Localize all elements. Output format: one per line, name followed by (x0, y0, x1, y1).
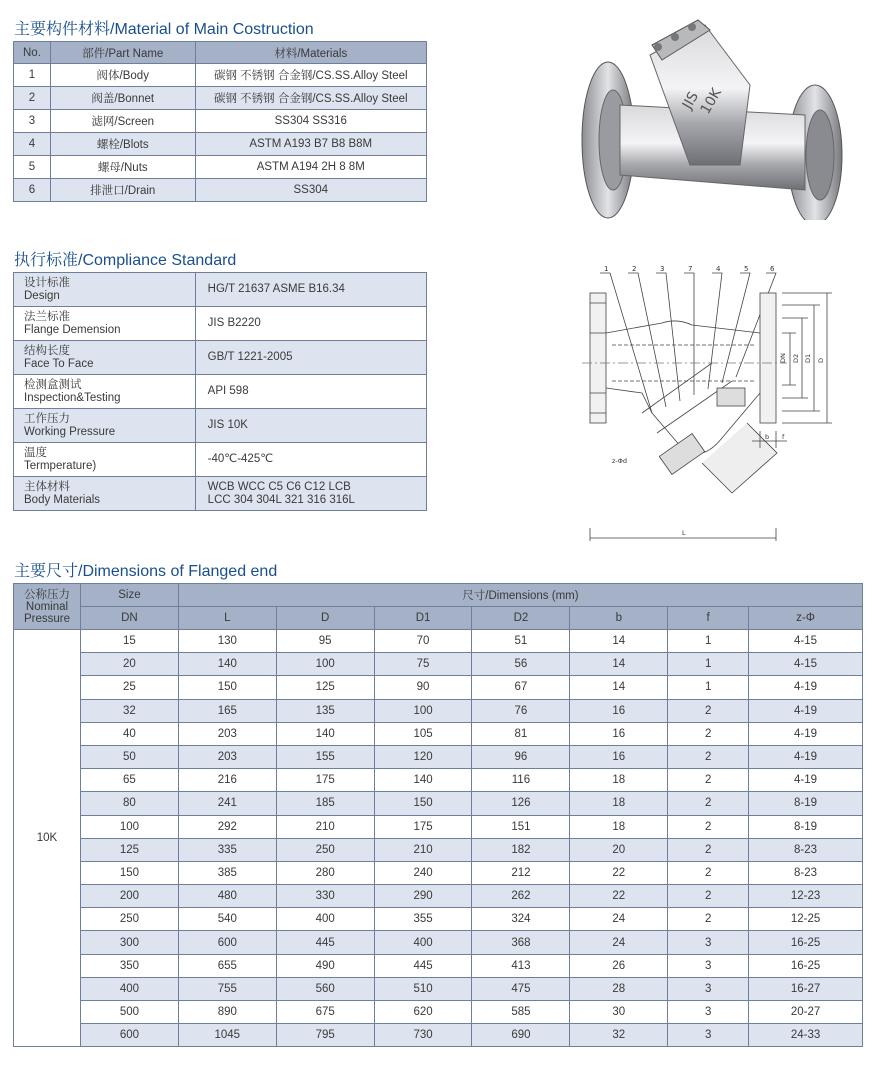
dims-cell: 445 (374, 954, 472, 977)
standard-row (14, 341, 427, 375)
materials-material-cell: SS304 SS316 (195, 110, 426, 133)
standard-label-cn: 设计标准 (24, 276, 70, 289)
dims-row (14, 838, 863, 861)
standard-label-cell (14, 375, 196, 409)
standard-value: JIS B2220 (207, 317, 261, 329)
dims-cell: 140 (178, 653, 276, 676)
dims-cell: 30 (570, 1001, 668, 1024)
dims-cell: 20-27 (749, 1001, 863, 1024)
dims-cell: 1045 (178, 1024, 276, 1047)
dim-label-d: D (817, 357, 825, 363)
standard-value: -40℃-425℃ (207, 453, 274, 465)
standard-row (14, 409, 427, 443)
materials-material-cell: ASTM A194 2H 8 8M (195, 156, 426, 179)
dims-cell: 26 (570, 954, 668, 977)
dims-row (14, 931, 863, 954)
dims-row (14, 815, 863, 838)
dims-cell: 140 (276, 722, 374, 745)
dims-cell: 182 (472, 838, 570, 861)
dims-row (14, 722, 863, 745)
dims-cell: 15 (80, 630, 178, 653)
dims-cell: 1 (668, 676, 749, 699)
dims-row (14, 1001, 863, 1024)
dims-cell: 185 (276, 792, 374, 815)
dims-cell: 480 (178, 885, 276, 908)
dims-cell: 81 (472, 722, 570, 745)
materials-part-cell: 螺栓/Blots (50, 133, 195, 156)
dims-cell: 620 (374, 1001, 472, 1024)
dims-row (14, 769, 863, 792)
dims-cell: 32 (80, 699, 178, 722)
dims-cell: 3 (668, 931, 749, 954)
dims-cell: 2 (668, 745, 749, 768)
dimensions-table (13, 583, 863, 1047)
dims-column-header: DN (80, 607, 178, 630)
dims-cell: 250 (276, 838, 374, 861)
standard-label-cell (14, 443, 196, 477)
pressure-header (14, 584, 81, 630)
pressure-header-cn: 公称压力 (23, 588, 70, 601)
materials-no-cell: 4 (14, 133, 51, 156)
dims-cell: 100 (374, 699, 472, 722)
dims-row (14, 699, 863, 722)
standard-value: API 598 (207, 385, 249, 397)
dims-cell: 80 (80, 792, 178, 815)
dims-row (14, 676, 863, 699)
materials-no-cell: 3 (14, 110, 51, 133)
dims-cell: 350 (80, 954, 178, 977)
dims-row (14, 861, 863, 884)
part-callout-number: 7 (688, 265, 693, 273)
dims-cell: 241 (178, 792, 276, 815)
dims-cell: 4-19 (749, 769, 863, 792)
dims-cell: 175 (276, 769, 374, 792)
dims-cell: 240 (374, 861, 472, 884)
dims-cell: 203 (178, 722, 276, 745)
standard-label-cell (14, 341, 196, 375)
standard-label-en: Face To Face (24, 357, 94, 370)
materials-part-cell: 排泄口/Drain (50, 179, 195, 202)
dims-cell: 690 (472, 1024, 570, 1047)
dims-cell: 2 (668, 792, 749, 815)
part-callout-leader (628, 273, 666, 407)
standard-row (14, 273, 427, 307)
dims-cell: 126 (472, 792, 570, 815)
dims-cell: 16-25 (749, 954, 863, 977)
dims-cell: 130 (178, 630, 276, 653)
dims-cell: 500 (80, 1001, 178, 1024)
dims-row (14, 908, 863, 931)
dims-row (14, 653, 863, 676)
pressure-cell: 10K (14, 630, 81, 1047)
dims-column-header: f (668, 607, 749, 630)
dims-cell: 116 (472, 769, 570, 792)
materials-material-cell: SS304 (195, 179, 426, 202)
standard-value: JIS 10K (207, 419, 248, 431)
dims-cell: 75 (374, 653, 472, 676)
dims-cell: 8-19 (749, 815, 863, 838)
dims-cell: 655 (178, 954, 276, 977)
dims-cell: 210 (276, 815, 374, 838)
dims-cell: 490 (276, 954, 374, 977)
dims-cell: 14 (570, 630, 668, 653)
standard-value-cell (195, 341, 426, 375)
dims-cell: 18 (570, 769, 668, 792)
casting-mark-10k: 10K (697, 85, 725, 117)
standard-label-cn: 工作压力 (24, 412, 70, 425)
dims-cell: 2 (668, 699, 749, 722)
dims-cell: 22 (570, 861, 668, 884)
dims-row (14, 630, 863, 653)
standard-row (14, 307, 427, 341)
dims-cell: 50 (80, 745, 178, 768)
dims-cell: 24-33 (749, 1024, 863, 1047)
dims-cell: 150 (374, 792, 472, 815)
materials-header-part: 部件/Part Name (50, 42, 195, 64)
dims-cell: 100 (276, 653, 374, 676)
dims-cell: 12-25 (749, 908, 863, 931)
dims-cell: 8-23 (749, 838, 863, 861)
dims-cell: 14 (570, 653, 668, 676)
dims-cell: 4-15 (749, 630, 863, 653)
dims-cell: 140 (374, 769, 472, 792)
dims-cell: 1 (668, 653, 749, 676)
standard-row (14, 477, 427, 511)
standard-row (14, 375, 427, 409)
dims-column-header: D2 (472, 607, 570, 630)
dims-cell: 3 (668, 1001, 749, 1024)
part-callout-number: 5 (744, 265, 749, 273)
part-callout-leader (708, 273, 722, 389)
materials-title: 主要构件材料/Material of Main Costruction (14, 21, 314, 38)
dims-row (14, 745, 863, 768)
part-callout-number: 3 (660, 265, 665, 273)
dims-cell: 4-15 (749, 653, 863, 676)
dims-cell: 212 (472, 861, 570, 884)
dims-cell: 300 (80, 931, 178, 954)
dims-cell: 96 (472, 745, 570, 768)
dims-cell: 150 (80, 861, 178, 884)
dims-cell: 20 (570, 838, 668, 861)
dims-cell: 445 (276, 931, 374, 954)
dims-cell: 125 (276, 676, 374, 699)
standard-label-cell (14, 307, 196, 341)
dims-row (14, 1024, 863, 1047)
dims-cell: 203 (178, 745, 276, 768)
dims-cell: 4-19 (749, 722, 863, 745)
materials-no-cell: 1 (14, 64, 51, 87)
dims-cell: 16-25 (749, 931, 863, 954)
dims-cell: 135 (276, 699, 374, 722)
materials-row (14, 179, 427, 202)
standard-value-cell (195, 477, 426, 511)
dims-cell: 120 (374, 745, 472, 768)
standard-value: WCB WCC C5 C6 C12 LCB (207, 480, 351, 493)
standard-value-cell (195, 307, 426, 341)
dims-cell: 280 (276, 861, 374, 884)
dims-cell: 3 (668, 954, 749, 977)
dims-cell: 4-19 (749, 745, 863, 768)
dims-cell: 413 (472, 954, 570, 977)
dims-cell: 2 (668, 885, 749, 908)
dims-cell: 165 (178, 699, 276, 722)
dims-cell: 150 (178, 676, 276, 699)
standard-value: HG/T 21637 ASME B16.34 (207, 283, 345, 295)
standard-label-en: Inspection&Testing (24, 391, 121, 404)
pressure-header-en: Nominal Pressure (23, 600, 70, 625)
dims-cell: 18 (570, 792, 668, 815)
materials-material-cell: 碳钢 不锈钢 合金钢/CS.SS.Alloy Steel (195, 64, 426, 87)
dims-cell: 400 (374, 931, 472, 954)
part-callout-number: 2 (632, 265, 637, 273)
strainer-photo (580, 15, 845, 220)
dims-cell: 100 (80, 815, 178, 838)
materials-part-cell: 阀体/Body (50, 64, 195, 87)
standard-label-cell (14, 273, 196, 307)
dims-cell: 890 (178, 1001, 276, 1024)
dims-cell: 76 (472, 699, 570, 722)
dims-cell: 105 (374, 722, 472, 745)
materials-table (13, 41, 427, 202)
materials-no-cell: 5 (14, 156, 51, 179)
standard-label-cn: 温度 (24, 446, 47, 459)
dims-cell: 1 (668, 630, 749, 653)
dims-cell: 2 (668, 861, 749, 884)
dims-cell: 324 (472, 908, 570, 931)
dims-cell: 250 (80, 908, 178, 931)
part-callout-number: 1 (604, 265, 609, 273)
materials-no-cell: 6 (14, 179, 51, 202)
dimensions-title: 主要尺寸/Dimensions of Flanged end (14, 563, 278, 580)
dims-column-header: D (276, 607, 374, 630)
strainer-section-drawing (582, 263, 840, 543)
materials-row (14, 156, 427, 179)
size-header: Size (80, 584, 178, 607)
standard-value: GB/T 1221-2005 (207, 351, 293, 363)
dims-cell: 4-19 (749, 676, 863, 699)
dims-row (14, 885, 863, 908)
materials-row (14, 87, 427, 110)
dims-cell: 290 (374, 885, 472, 908)
standard-value-cell (195, 273, 426, 307)
dims-cell: 56 (472, 653, 570, 676)
part-callout-number: 6 (770, 265, 775, 273)
dims-cell: 600 (178, 931, 276, 954)
dims-cell: 28 (570, 977, 668, 1000)
dims-cell: 560 (276, 977, 374, 1000)
dims-cell: 24 (570, 908, 668, 931)
dims-cell: 262 (472, 885, 570, 908)
dims-cell: 292 (178, 815, 276, 838)
dims-cell: 400 (80, 977, 178, 1000)
dims-cell: 795 (276, 1024, 374, 1047)
dims-header: 尺寸/Dimensions (mm) (178, 584, 862, 607)
dims-cell: 585 (472, 1001, 570, 1024)
dims-cell: 355 (374, 908, 472, 931)
dims-cell: 2 (668, 815, 749, 838)
dims-cell: 25 (80, 676, 178, 699)
dims-cell: 16 (570, 722, 668, 745)
dims-cell: 3 (668, 977, 749, 1000)
dims-cell: 2 (668, 722, 749, 745)
standard-value-line2: LCC 304 304L 321 316 316L (207, 493, 355, 506)
materials-part-cell: 阀盖/Bonnet (50, 87, 195, 110)
casting-mark-jis: JIS (679, 89, 703, 112)
materials-header-no: No. (14, 42, 51, 64)
standard-label-en: Flange Demension (24, 323, 121, 336)
dims-cell: 385 (178, 861, 276, 884)
dims-cell: 600 (80, 1024, 178, 1047)
dims-cell: 2 (668, 838, 749, 861)
dim-label-f: f (782, 433, 785, 441)
materials-row (14, 133, 427, 156)
dims-cell: 18 (570, 815, 668, 838)
dims-cell: 675 (276, 1001, 374, 1024)
materials-row (14, 64, 427, 87)
standard-label-cn: 主体材料 (24, 480, 70, 493)
dims-cell: 14 (570, 676, 668, 699)
dims-cell: 330 (276, 885, 374, 908)
dim-label-dn: DN (779, 353, 787, 363)
dims-column-header: z-Φ (749, 607, 863, 630)
dims-cell: 3 (668, 1024, 749, 1047)
dims-cell: 510 (374, 977, 472, 1000)
dims-cell: 22 (570, 885, 668, 908)
dims-cell: 216 (178, 769, 276, 792)
dims-column-header: D1 (374, 607, 472, 630)
dims-cell: 400 (276, 908, 374, 931)
standard-label-cell (14, 409, 196, 443)
dim-label-d1: D1 (804, 353, 812, 363)
part-callout-number: 4 (716, 265, 721, 273)
dims-cell: 4-19 (749, 699, 863, 722)
dims-cell: 335 (178, 838, 276, 861)
standard-label-en: Body Materials (24, 493, 101, 506)
dims-cell: 2 (668, 769, 749, 792)
dims-cell: 24 (570, 931, 668, 954)
standard-label-cn: 结构长度 (24, 344, 70, 357)
dims-cell: 175 (374, 815, 472, 838)
standard-label-cn: 法兰标准 (24, 310, 70, 323)
dims-cell: 65 (80, 769, 178, 792)
dims-row (14, 792, 863, 815)
dims-cell: 125 (80, 838, 178, 861)
standard-label-en: Design (24, 289, 60, 302)
standard-label-cell (14, 477, 196, 511)
standard-value-cell (195, 375, 426, 409)
dims-cell: 16 (570, 745, 668, 768)
dims-column-header: b (570, 607, 668, 630)
standard-value-cell (195, 443, 426, 477)
materials-part-cell: 滤网/Screen (50, 110, 195, 133)
dims-row (14, 977, 863, 1000)
dims-cell: 70 (374, 630, 472, 653)
dim-label-b: b (765, 433, 770, 441)
dims-cell: 475 (472, 977, 570, 1000)
dims-cell: 2 (668, 908, 749, 931)
dim-label-z-phi: z-Φd (612, 457, 627, 465)
materials-part-cell: 螺母/Nuts (50, 156, 195, 179)
dims-row (14, 954, 863, 977)
dims-cell: 16 (570, 699, 668, 722)
dims-cell: 67 (472, 676, 570, 699)
standard-row (14, 443, 427, 477)
dims-cell: 368 (472, 931, 570, 954)
materials-material-cell: 碳钢 不锈钢 合金钢/CS.SS.Alloy Steel (195, 87, 426, 110)
dims-cell: 16-27 (749, 977, 863, 1000)
standard-value-cell (195, 409, 426, 443)
materials-no-cell: 2 (14, 87, 51, 110)
dims-cell: 40 (80, 722, 178, 745)
dims-cell: 540 (178, 908, 276, 931)
standard-label-en: Working Pressure (24, 425, 116, 438)
dims-cell: 200 (80, 885, 178, 908)
dims-cell: 8-23 (749, 861, 863, 884)
part-callout-leader (656, 273, 680, 401)
dims-cell: 32 (570, 1024, 668, 1047)
dims-cell: 90 (374, 676, 472, 699)
materials-row (14, 110, 427, 133)
standard-title: 执行标准/Compliance Standard (14, 252, 237, 269)
part-callout-leader (600, 273, 652, 413)
standard-label-cn: 检测盒测试 (24, 378, 82, 391)
dims-cell: 20 (80, 653, 178, 676)
materials-material-cell: ASTM A193 B7 B8 B8M (195, 133, 426, 156)
dims-cell: 755 (178, 977, 276, 1000)
dims-cell: 95 (276, 630, 374, 653)
dims-cell: 151 (472, 815, 570, 838)
dims-column-header: L (178, 607, 276, 630)
dims-cell: 51 (472, 630, 570, 653)
dims-cell: 155 (276, 745, 374, 768)
dim-label-d2: D2 (792, 353, 800, 363)
standard-label-en: Termperature) (24, 459, 97, 472)
dims-cell: 12-23 (749, 885, 863, 908)
dims-cell: 730 (374, 1024, 472, 1047)
dim-label-l: L (682, 529, 686, 537)
materials-header-material: 材料/Materials (195, 42, 426, 64)
standard-table (13, 272, 427, 511)
dims-cell: 210 (374, 838, 472, 861)
dims-cell: 8-19 (749, 792, 863, 815)
part-callout-leader (722, 273, 750, 383)
